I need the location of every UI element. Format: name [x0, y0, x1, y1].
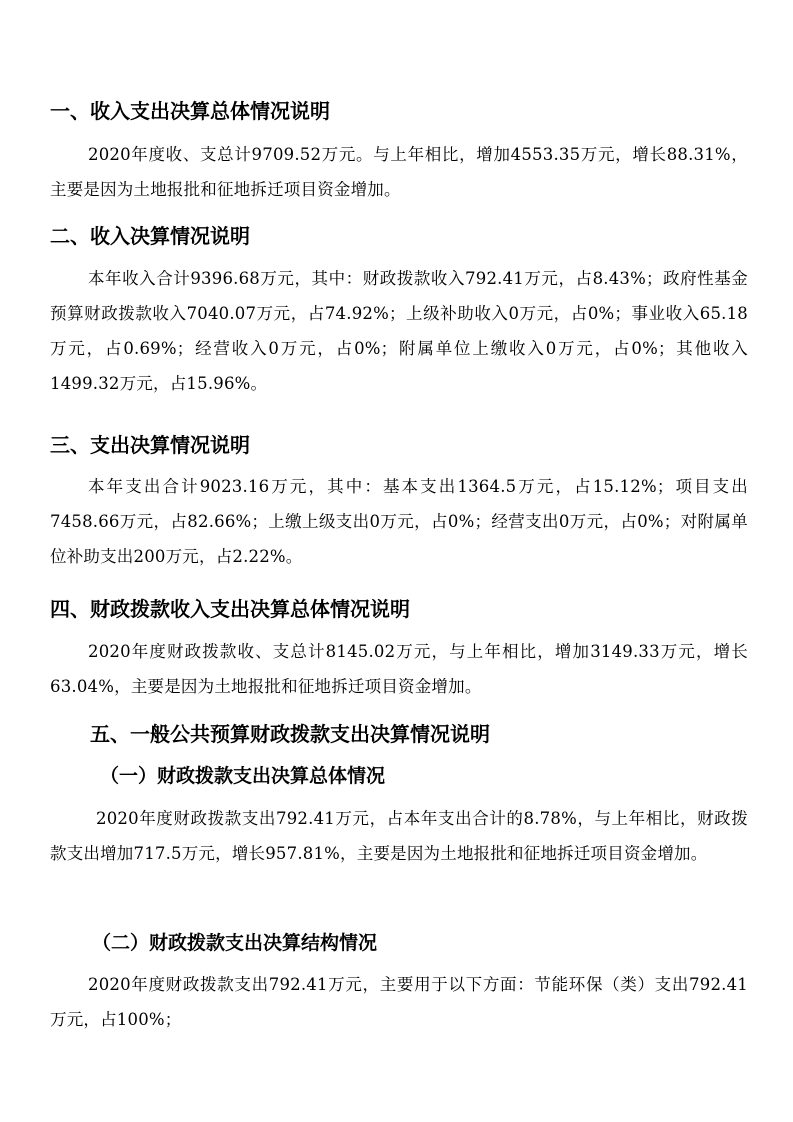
section-heading-income-expenditure-overview: 一、收入支出决算总体情况说明: [50, 99, 330, 123]
paragraph-overall: 2020年度财政拨款支出792.41万元，占本年支出合计的8.78%，与上年相比，财政拨款支出增加717.5万元，增长957.81%，主要是因为土地报批和征地拆迁项目资金增加。: [50, 809, 748, 863]
paragraph-structure: 2020年度财政拨款支出792.41万元，主要用于以下方面：节能环保（类）支出792.41万元，占100%；: [50, 975, 748, 1029]
section-heading-fiscal-appropriation-overview: 四、财政拨款收入支出决算总体情况说明: [50, 597, 410, 621]
paragraph-fiscal-appropriation-overview: 2020年度财政拨款收、支总计8145.02万元，与上年相比，增加3149.33万元，增长63.04%，主要是因为土地报批和征地拆迁项目资金增加。: [50, 642, 748, 696]
section-heading-expenditure: 三、支出决算情况说明: [50, 433, 250, 457]
section-heading-general-public-budget: 五、一般公共预算财政拨款支出决算情况说明: [90, 722, 490, 746]
subsection-heading-structure: （二）财政拨款支出决算结构情况: [92, 932, 378, 954]
paragraph-income: 本年收入合计9396.68万元，其中：财政拨款收入792.41万元，占8.43%；政府性基金预算财政拨款收入7040.07万元，占74.92%；上级补助收入0万元，占0%；事业收入65.18万元，占0.69%；经营收入0万元，占0%；附属单位上缴收入0万元，占0%；其他收入1499.32万元，占15.96%。: [50, 269, 748, 393]
subsection-heading-overall: （一）财政拨款支出决算总体情况: [100, 765, 386, 787]
paragraph-income-expenditure-overview: 2020年度收、支总计9709.52万元。与上年相比，增加4553.35万元，增长88.31%，主要是因为土地报批和征地拆迁项目资金增加。: [50, 145, 748, 199]
section-heading-income: 二、收入决算情况说明: [50, 224, 250, 248]
paragraph-expenditure: 本年支出合计9023.16万元，其中：基本支出1364.5万元，占15.12%；项目支出7458.66万元，占82.66%；上缴上级支出0万元，占0%；经营支出0万元，占0%；对附属单位补助支出200万元，占2.22%。: [50, 477, 748, 566]
